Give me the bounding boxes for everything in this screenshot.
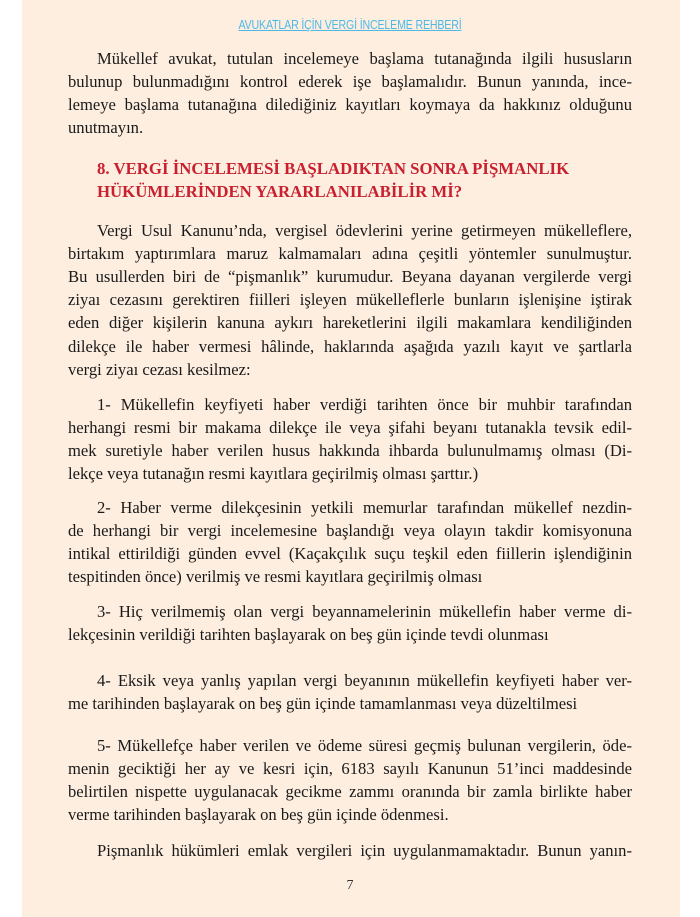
paragraph-line: lemeye başlama tutanağına dilediğiniz kayıtları koymaya da hakkınız olduğunu [68, 95, 632, 115]
paragraph-line: 3- Hiç verilmemiş olan vergi beyannamelerinin mükellefin haber verme di- [97, 602, 632, 621]
paragraph-line: de herhangi bir vergi incelemesine başlandığı veya olayın takdir komisyonuna [68, 521, 632, 541]
paragraph-line: 1- Mükellefin keyfiyeti haber verdiği tarihten önce bir muhbir tarafından [97, 395, 632, 414]
paragraph-line: lekçe veya tutanağın resmi kayıtlara geçirilmiş olması şarttır.) [68, 464, 479, 484]
paragraph-line: 5- Mükellefçe haber verilen ve ödeme süresi geçmiş bulunan vergilerin, öde- [97, 736, 632, 755]
paragraph-line: 4- Eksik veya yanlış yapılan vergi beyanının mükellefin keyfiyeti haber ver- [97, 671, 632, 690]
paragraph-line: unutmayın. [68, 118, 144, 138]
paragraph-line: bulunup bulunmadığını kontrol ederek işe başlamalıdır. Bunun yanında, ince- [68, 72, 632, 92]
paragraph-line: Vergi Usul Kanunu’nda, vergisel ödevlerini yerine getirmeyen mükelleflere, [97, 221, 632, 240]
page-number: 7 [346, 878, 354, 893]
paragraph-line: 2- Haber verme dilekçesinin yetkili memurlar tarafından mükellef nezdin- [97, 498, 632, 517]
paragraph-line: menin geciktiği her ay ve kesri için, 6183 sayılı Kanunun 51’inci maddesinde [68, 759, 632, 779]
paragraph-line: me tarihinden başlayarak on beş gün içinde tamamlanması veya düzeltilmesi [68, 694, 578, 714]
paragraph-line: Bu usullerden biri de “pişmanlık” kurumudur. Beyana dayanan vergilerde vergi [68, 267, 632, 287]
paragraph-line: tespitinden önce) verilmiş ve resmi kayıtlara geçirilmiş olması [68, 567, 483, 587]
paragraph-line: ziyaı cezasını gerektiren fiilleri işleyen mükelleflerle bunların işlenişine iştirak [68, 290, 632, 310]
running-header: AVUKATLAR İÇİN VERGİ İNCELEME REHBERİ [238, 18, 462, 32]
paragraph-line: verme tarihinden başlayarak on beş gün içinde ödenmesi. [68, 805, 449, 825]
paragraph-line: eden diğer kişilerin kanuna aykırı hareketlerini ilgili makamlara kendiliğinden [68, 313, 632, 333]
paragraph-line: vergi ziyaı cezası kesilmez: [68, 359, 251, 379]
paragraph-line: birtakım yaptırımlara maruz kalmamaları adına çeşitli yöntemler sunulmuştur. [68, 244, 632, 264]
paragraph-line: Pişmanlık hükümleri emlak vergileri için uygulanmamaktadır. Bunun yanın- [97, 841, 632, 860]
section-heading-line: HÜKÜMLERİNDEN YARARLANILABİLİR Mİ? [97, 182, 463, 202]
paragraph-line: intikal ettirildiği günden evvel (Kaçakçılık suçu teşkil eden fiillerin işlendiğinin [68, 544, 632, 564]
paragraph-line: mek suretiyle haber verilen husus hakkında ihbarda bulunulmamış olması (Di- [68, 441, 632, 461]
paragraph-line: dilekçe ile haber vermesi hâlinde, haklarında aşağıda yazılı kayıt ve şartlarla [68, 336, 632, 356]
paragraph-line: lekçesinin verildiği tarihten başlayarak on beş gün içinde tevdi olunması [68, 625, 549, 645]
section-heading-line: 8. VERGİ İNCELEMESİ BAŞLADIKTAN SONRA PİŞMANLIK [97, 159, 570, 178]
paragraph-line: belirtilen nispette uygulanacak gecikme zammı oranında bir zamla birlikte haber [68, 782, 632, 802]
paragraph-line: herhangi resmi bir makama dilekçe ile veya şifahi beyanı tutanakla tevsik edil- [68, 418, 632, 438]
paragraph-line: Mükellef avukat, tutulan incelemeye başlama tutanağında ilgili hususların [97, 49, 632, 68]
